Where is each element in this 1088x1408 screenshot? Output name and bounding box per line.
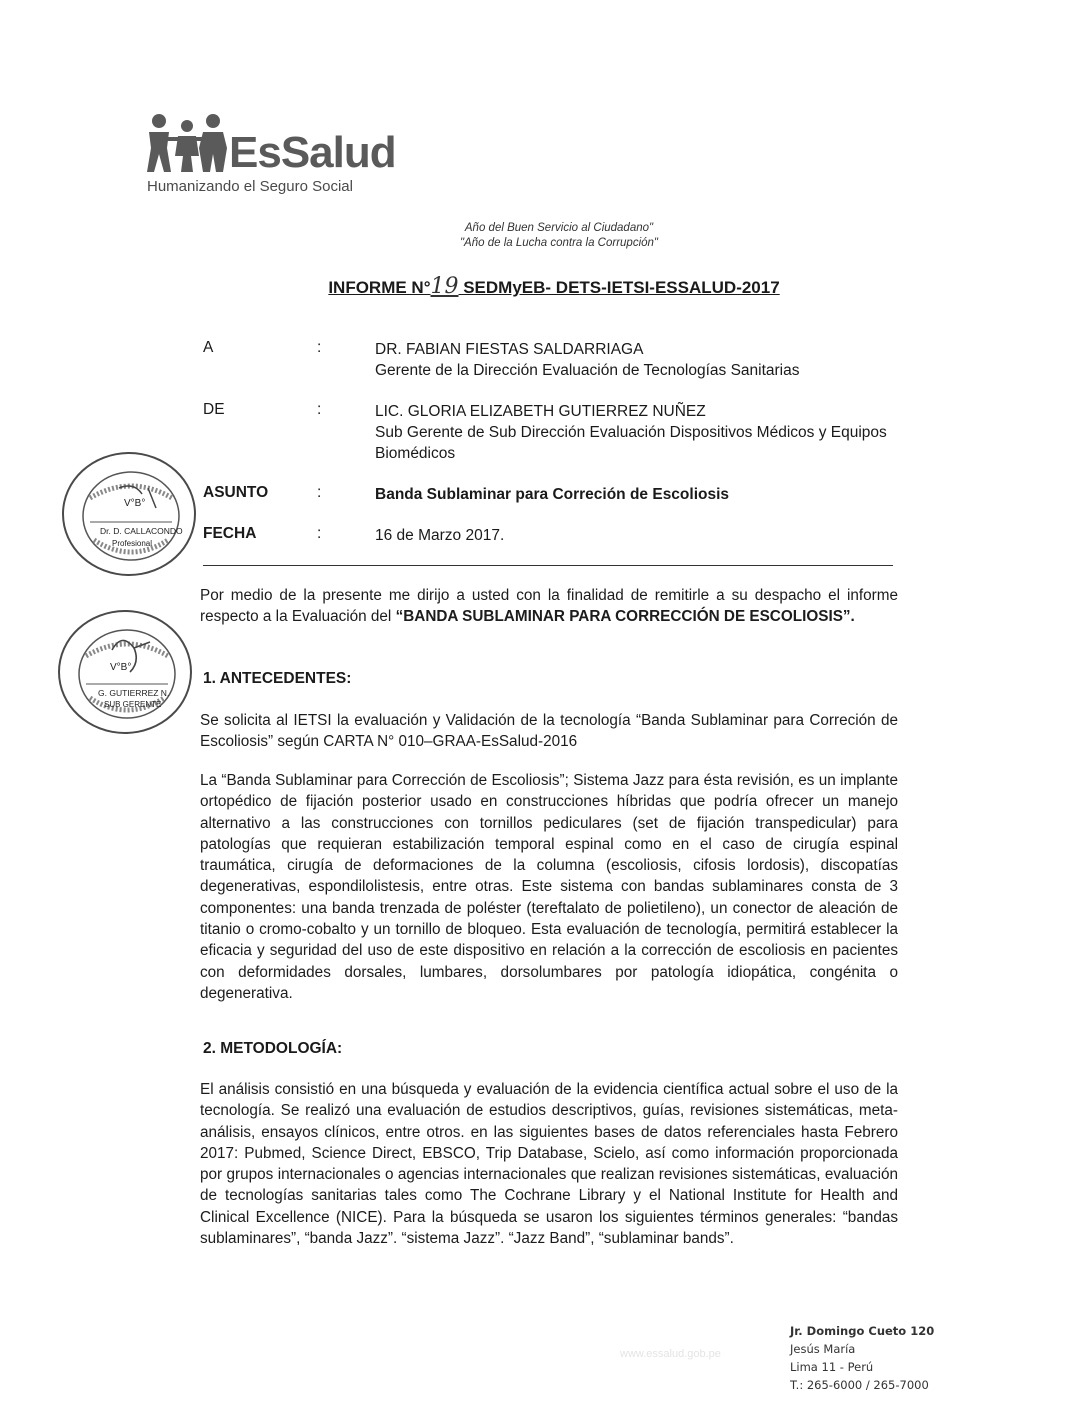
- title-prefix: INFORME N°: [328, 278, 431, 297]
- footer-phone: T.: 265-6000 / 265-7000: [790, 1378, 929, 1392]
- section-1-title: 1. ANTECEDENTES:: [203, 670, 352, 687]
- logo-tagline: Humanizando el Seguro Social: [147, 178, 353, 195]
- stamp2-name: G. GUTIERREZ N.: [98, 688, 170, 698]
- meta-colon: :: [317, 484, 322, 501]
- footer-address-line-1: Jr. Domingo Cueto 120: [790, 1324, 935, 1338]
- section-2-title: 2. METODOLOGÍA:: [203, 1040, 343, 1057]
- footer-address-line-3: Lima 11 - Perú: [790, 1360, 874, 1374]
- sender-role: Sub Gerente de Sub Dirección Evaluación Dispositivos Médicos y Equipos Biomédicos: [375, 424, 887, 462]
- report-title: [0, 274, 1088, 299]
- header-divider: [203, 565, 893, 566]
- stamp1-role: Profesional: [112, 539, 153, 548]
- sender-name: LIC. GLORIA ELIZABETH GUTIERREZ NUÑEZ: [375, 403, 706, 420]
- intro-text: Por medio de la presente me dirijo a usted con la finalidad de remitirle a su despacho el informe respecto a la Evaluación del: [200, 587, 898, 626]
- recipient-role: Gerente de la Dirección Evaluación de Tecnologías Sanitarias: [375, 362, 800, 379]
- intro-evaluation-title: “BANDA SUBLAMINAR PARA CORRECCIÓN DE ESCOLIOSIS”.: [395, 608, 855, 626]
- intro-paragraph: [200, 585, 898, 628]
- recipient-name: DR. FABIAN FIESTAS SALDARRIAGA: [375, 341, 644, 358]
- footer-watermark: www.essalud.gob.pe: [620, 1348, 721, 1360]
- meta-colon: :: [317, 525, 322, 542]
- stamp1-vb: V°B°: [124, 498, 146, 509]
- year-motto-line-1: Año del Buen Servicio al Ciudadano": [464, 222, 654, 234]
- meta-key-subject: ASUNTO: [203, 484, 269, 501]
- section-1-paragraph-1: Se solicita al IETSI la evaluación y Validación de la tecnología “Banda Sublaminar para Correción de Escoliosis” según CARTA N° 010–GRAA-EsSalud-2016: [200, 712, 898, 751]
- footer-address: [790, 1322, 934, 1394]
- stamp2-vb: V°B°: [110, 662, 132, 673]
- meta-colon: :: [317, 339, 322, 356]
- footer-address-line-2: Jesús María: [790, 1342, 856, 1356]
- meta-colon: :: [317, 401, 322, 418]
- date-value: 16 de Marzo 2017.: [375, 527, 505, 544]
- approval-stamp-callacondo: [62, 452, 196, 576]
- handwritten-report-number: 19: [430, 274, 459, 299]
- stamp-seal-icon: [60, 612, 194, 736]
- stamp1-name: Dr. D. CALLACONDO: [100, 526, 183, 536]
- section-1-paragraph-2: La “Banda Sublaminar para Corrección de Escoliosis”; Sistema Jazz para ésta revisión, es un implante ortopédico de fijación posterior usado en construcciones híbridas que podría ofrecer un manejo alternativo a las construcciones con tornillos pediculares (set de fijación transpedicular) para patologías que requieran estabilización temporal espinal como en el caso de cirugía espinal traumática, cirugía de deformaciones de la columna (escoliosis, cifosis lordosis), discopatías degenerativas, espondilolistesis, entre otras. Este sistema con bandas sublaminares consta de 3 componentes: una banda trenzada de poléster (tereftalato de polietileno), un conector de aleación de titanio o cromo-cobalto y un tornillo de bloqueo. Esta evaluación de tecnología, permitirá establecer la eficacia y seguridad del uso de este dispositivo en relación a la corrección de escoliosis en pacientes con deformidades dorsales, lumbares, dorsolumbares por patología idiopática, congénita o degenerativa.: [200, 772, 898, 1002]
- title-suffix: SEDMyEB- DETS-IETSI-ESSALUD-2017: [458, 278, 780, 297]
- subject-value: Banda Sublaminar para Correción de Escoliosis: [375, 486, 730, 503]
- year-motto-line-2: "Año de la Lucha contra la Corrupción": [459, 237, 659, 249]
- essalud-logo: [145, 112, 405, 202]
- stamp-seal-icon: [64, 454, 198, 578]
- meta-key-date: FECHA: [203, 525, 257, 542]
- family-figures-icon: [145, 112, 229, 172]
- section-2-paragraph-1: El análisis consistió en una búsqueda y evaluación de la evidencia científica actual sobre el uso de la tecnología. Se realizó una evaluación de estudios descriptivos, guías, revisiones sistemáticas, meta-análisis, ensayos clínicos, entre otros. en las siguientes bases de datos referenciales hasta Febrero 2017: Pubmed, Science Direct, EBSCO, Trip Database, Scielo, así como información proporcionada por grupos internacionales o agencias internacionales que realizan revisiones sistemáticas, evaluación de tecnologías sanitarias tales como The Cochrane Library y el National Institute for Health and Clinical Excellence (NICE). Para la búsqueda se usaron los siguientes términos generales: “bandas sublaminares”, “banda Jazz”. “sistema Jazz”. “Jazz Band”, “sublaminar bands”.: [200, 1081, 898, 1248]
- meta-key-from: DE: [203, 401, 225, 418]
- stamp2-role: SUB GERENTE: [104, 700, 162, 709]
- approval-stamp-gutierrez: [58, 610, 192, 734]
- meta-key-to: A: [203, 339, 214, 356]
- logo-wordmark: EsSalud: [229, 128, 396, 177]
